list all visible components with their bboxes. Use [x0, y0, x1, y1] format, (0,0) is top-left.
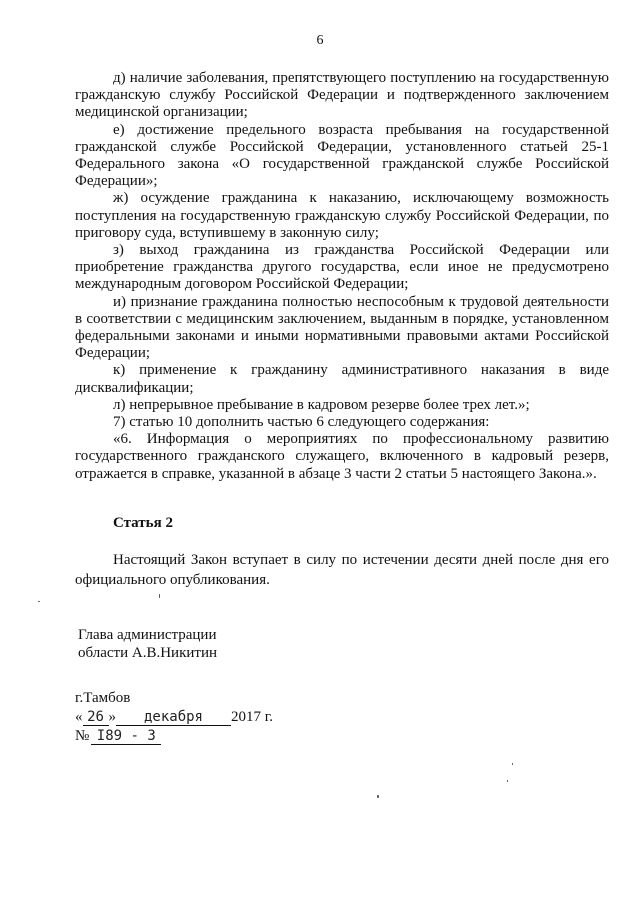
law-text-body — [75, 70, 609, 483]
paragraph-k: к) применение к гражданину административного наказания в виде дисквалификации; — [75, 362, 609, 396]
place: г.Тамбов — [75, 690, 131, 706]
article-text: Настоящий Закон вступает в силу по истечении десяти дней после дня его официального опубликования. — [75, 552, 609, 588]
scan-speck — [507, 780, 508, 782]
paragraph-zh: ж) осуждение гражданина к наказанию, исключающему возможность поступления на государственную гражданскую службу Российской Федерации, по приговору суда, вступившему в законную силу; — [75, 190, 609, 241]
place-line — [75, 689, 273, 708]
date-open-quote: « — [75, 709, 83, 725]
number-prefix: № — [75, 728, 90, 744]
paragraph-d: д) наличие заболевания, препятствующего поступлению на государственную гражданскую службу Российской Федерации и подтвержденного заключением медицинской организации; — [75, 70, 609, 121]
paragraph-i: и) признание гражданина полностью неспособным к трудовой деятельности в соответствии с медицинским заключением, выданным в порядке, установленном федеральными законами и иными нормативными правовыми актами Российской Федерации; — [75, 293, 609, 362]
scan-speck — [38, 601, 40, 602]
date-close-quote: » — [108, 709, 116, 725]
number-line — [75, 727, 273, 746]
scan-speck — [512, 763, 513, 765]
scan-speck — [159, 594, 160, 598]
scan-speck — [377, 795, 379, 798]
paragraph-z: з) выход гражданина из гражданства Российской Федерации или приобретение гражданства другого государства, если иное не предусмотрено международным договором Российской Федерации; — [75, 242, 609, 293]
article-heading: Статья 2 — [113, 515, 173, 531]
signatory-block — [78, 626, 217, 662]
date-month: декабря — [116, 710, 231, 726]
paragraph-7: 7) статью 10 дополнить частью 6 следующего содержания: — [113, 414, 490, 431]
date-day: 26 — [83, 710, 109, 726]
date-line — [75, 708, 273, 727]
page-number: 6 — [316, 33, 324, 48]
paragraph-l: л) непрерывное пребывание в кадровом резерве более трех лет.»; — [113, 396, 530, 413]
signatory-name: области А.В.Никитин — [78, 645, 218, 661]
place-date-block — [75, 689, 273, 746]
date-year: 2017 г. — [231, 709, 273, 725]
document-number: I89 - 3 — [91, 729, 161, 745]
paragraph-quote-6: «6. Информация о мероприятиях по профессиональному развитию государственного гражданского служащего, включенного в кадровый резерв, отражается в справке, указанной в абзаце 3 части 2 статьи 5 настоящего Закона.». — [75, 431, 609, 482]
signatory-position: Глава администрации — [78, 627, 217, 643]
paragraph-e: е) достижение предельного возраста пребывания на государственной гражданской службе Российской Федерации, установленного статьей 25-1 Федерального закона «О государственной гражданской службе Российской Федерации»; — [75, 121, 609, 190]
